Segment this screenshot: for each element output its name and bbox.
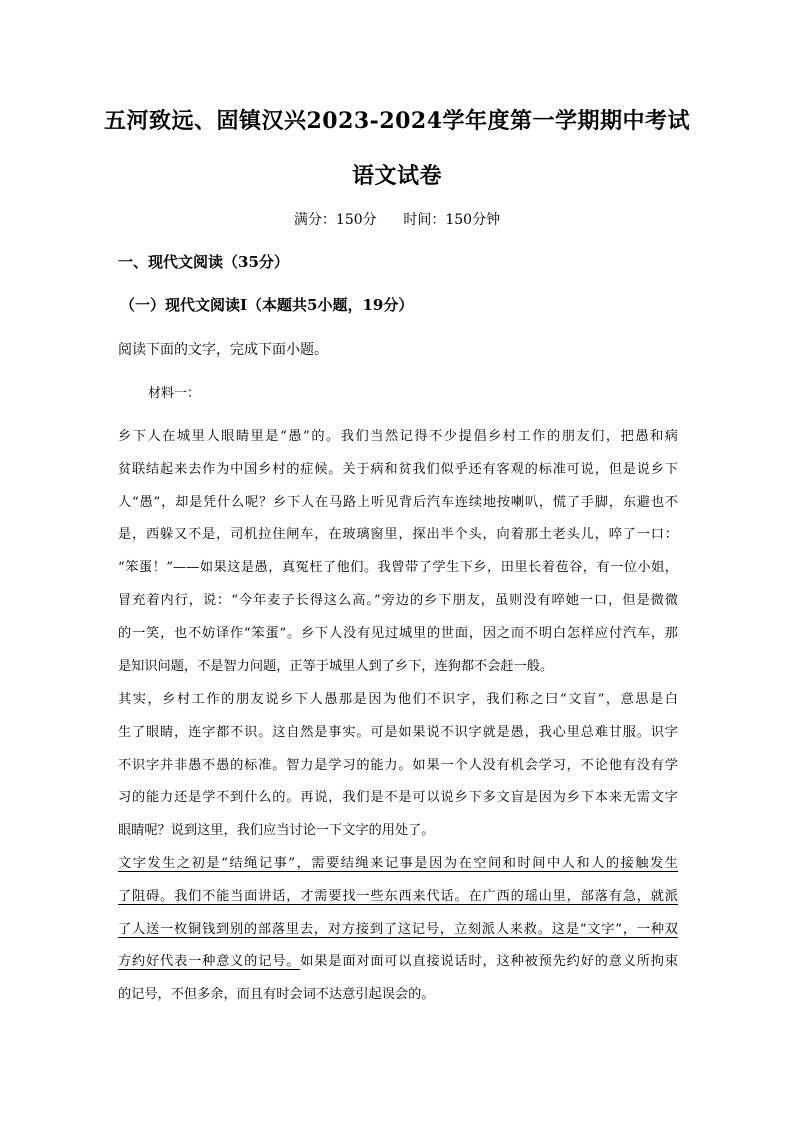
paragraph-line: 贫联结起来去作为中国乡村的症候。关于病和贫我们似乎还有客观的标准可说，但是说乡下	[118, 461, 678, 477]
paragraph-line: 生了眼睛，连字都不识。这自然是事实。可是如果说不识字就是愚，我心里总难甘服。识字	[118, 724, 678, 740]
paragraph-line	[118, 946, 678, 979]
paragraph-line: 不识字并非愚不愚的标准。智力是学习的能力。如果一个人没有机会学习，不论他有没有学	[118, 757, 678, 773]
paragraph-line: 的一笑，也不妨译作“笨蛋”。乡下人没有见过城里的世面，因之而不明白怎样应付汽车，那	[118, 625, 678, 641]
paragraph-3	[118, 848, 678, 1012]
paragraph-line: “笨蛋！”——如果这是愚，真冤枉了他们。我曾带了学生下乡，田里长着苞谷，有一位小姐，	[118, 560, 678, 576]
paragraph-2	[118, 684, 678, 848]
plain-text: 如果是面对面可以直接说话时，这种被预先约好的意义所拘束	[300, 954, 678, 970]
exam-title: 五河致远、固镇汉兴2023-2024学年度第一学期期中考试	[103, 108, 691, 134]
underlined-text: 文字发生之初是“结绳记事”，需要结绳来记事是因为在空间和时间中人和人的接触发生	[118, 856, 678, 871]
paragraph-line	[118, 848, 678, 881]
instruction-text: 阅读下面的文字，完成下面小题。	[118, 342, 328, 358]
underlined-text: 了阻碍。我们不能当面讲话，才需要找一些东西来代话。在广西的瑶山里，部落有急，就派	[118, 888, 678, 904]
paragraph-line: 其实，乡村工作的朋友说乡下人愚那是因为他们不识字，我们称之曰“文盲”，意思是白	[118, 692, 678, 707]
paragraph-line: 是知识问题，不是智力问题，正等于城里人到了乡下，连狗都不会赶一般。	[118, 658, 554, 674]
exam-subject-title: 语文试卷	[351, 163, 442, 189]
paragraph-line	[118, 914, 678, 947]
paragraph-line: 是，西躲又不是，司机拉住闸车，在玻璃窗里，探出半个头，向着那土老头儿，啐了一口：	[118, 527, 678, 543]
paragraph-line: 人“愚”，却是凭什么呢？乡下人在马路上听见背后汽车连续地按喇叭，慌了手脚，东避也不	[118, 494, 678, 510]
paragraph-line: 冒充着内行，说：“今年麦子长得这么高。”旁边的乡下朋友，虽则没有啐她一口，但是微微	[118, 592, 678, 608]
paragraph-1	[118, 421, 678, 683]
paragraph-line	[118, 881, 678, 914]
underlined-text: 了人送一枚铜钱到别的部落里去，对方接到了这记号，立刻派人来救。这是“文字”，一种双	[118, 921, 678, 937]
paragraph-line: 眼睛呢？说到这里，我们应当讨论一下文字的用处了。	[118, 823, 435, 839]
section-heading: 一、现代文阅读（35分）	[118, 253, 289, 271]
paragraph-line: 习的能力还是学不到什么的。再说，我们是不是可以说乡下多文盲是因为乡下本来无需文字	[118, 790, 678, 806]
subsection-heading: （一）现代文阅读Ⅰ（本题共5小题，19分）	[120, 296, 414, 314]
material-label: 材料一：	[148, 386, 201, 401]
score-time-info: 满分：150分 时间：150分钟	[293, 212, 501, 228]
paragraph-line	[118, 979, 678, 1012]
paragraph-line: 乡下人在城里人眼睛里是“愚”的。我们当然记得不少提倡乡村工作的朋友们，把愚和病	[118, 429, 678, 444]
underlined-text: 方约好代表一种意义的记号。	[118, 954, 301, 970]
plain-text: 的记号，不但多余，而且有时会词不达意引起误会的。	[118, 987, 435, 1003]
